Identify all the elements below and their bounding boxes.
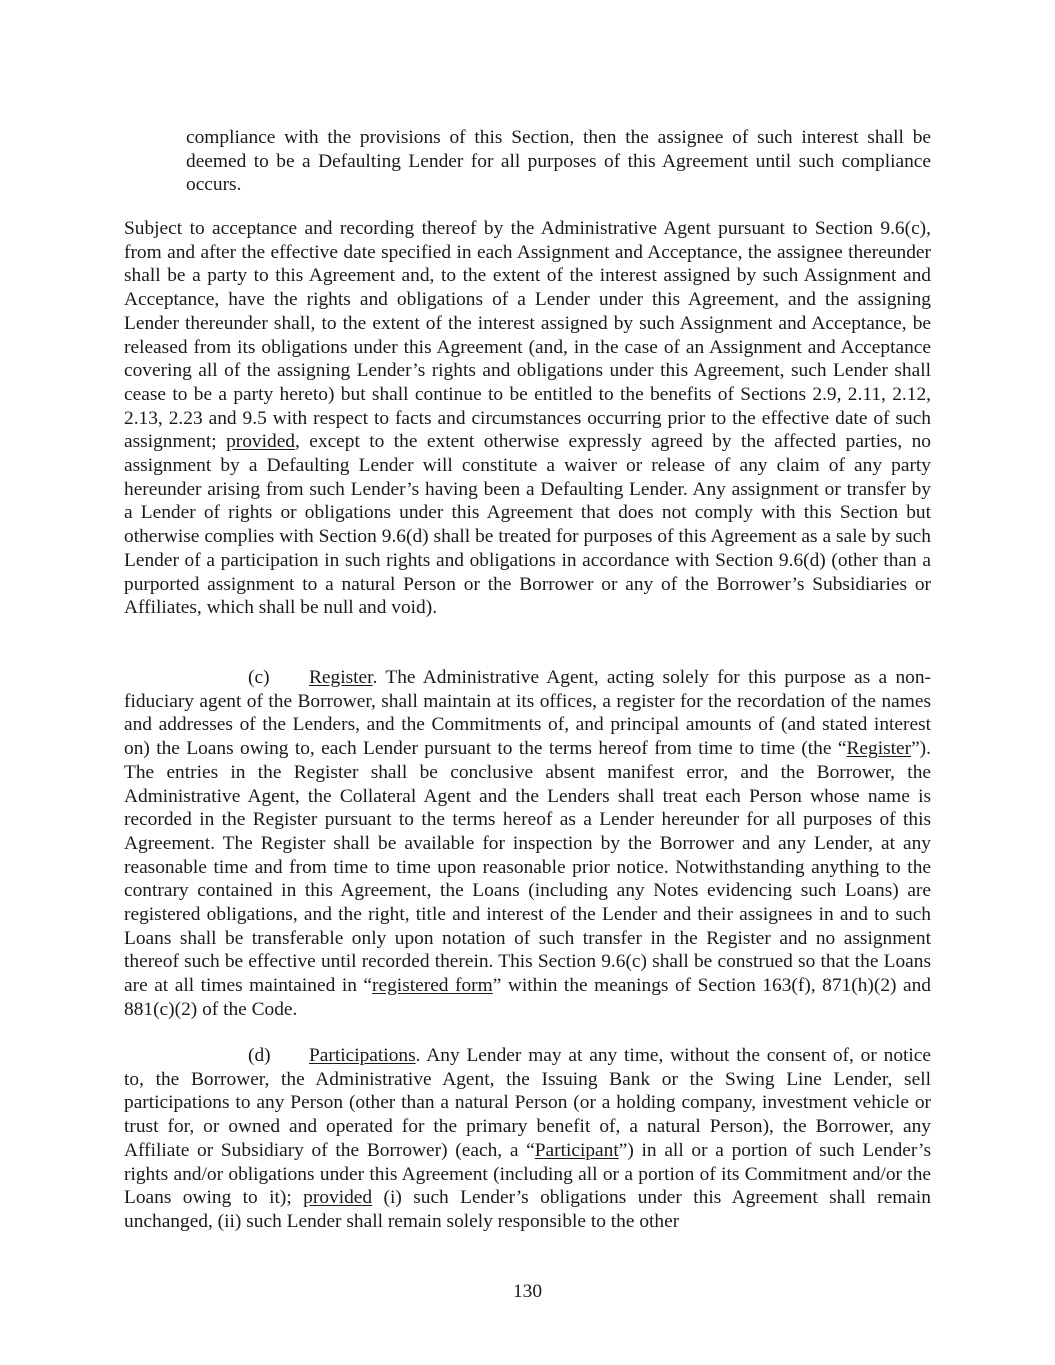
assignment-text-before: Subject to acceptance and recording thereof by the Administrative Agent pursuant to Section 9.6(c), from and after the effective date specified in each Assignment and Acceptance, the assignee thereunder shall be a party to this Agreement and, to the extent of the interest assigned by such Assignment and Acceptance, have the rights and obligations of a Lender under this Agreement, and the assigning Lender thereunder shall, to the extent of the interest assigned by such Assignment and Acceptance, be released from its obligations under this Agreement (and, in the case of an Assignment and Acceptance covering all of the assigning Lender’s rights and obligations under this Agreement, such Lender shall cease to be a party hereto) but shall continue to be entitled to the benefits of Sections 2.9, 2.11, 2.12, 2.13, 2.23 and 9.5 with respect to facts and circumstances occurring prior to the effective date of such assignment; (124, 218, 931, 453)
register-text-2: ”). The entries in the Register shall be conclusive absent manifest error, and the Borrower, the Administrative Agent, the Collateral Agent and the Lenders shall treat each Person whose name is recorded in the Register pursuant to the terms hereof as a Lender hereunder for all purposes of this Agreement. The Register shall be available for inspection by the Borrower and any Lender, at any reasonable time and from time to time upon reasonable prior notice. Notwithstanding anything to the contrary contained in this Agreement, the Loans (including any Notes evidencing such Loans) are registered obligations, and the right, title and interest of the Lender and their assignees in and to such Loans shall be transferable only upon notation of such transfer in the Register and no assignment thereof such be effective until recorded therein. This Section 9.6(c) shall be construed so that the Loans are at all times maintained in “ (124, 738, 931, 997)
continuation-paragraph (186, 126, 931, 197)
register-text-3: ” within the meanings of Section 163(f), 871(h)(2) and 881(c)(2) of the Code. (124, 975, 931, 1020)
page-number: 130 (512, 1281, 543, 1302)
participant-defined-term: Participant (534, 1139, 619, 1161)
section-marker-d: (d) (248, 1045, 271, 1066)
continuation-text: compliance with the provisions of this Section, then the assignee of such interest shall be deemed to be a Defaulting Lender for all purposes of this Agreement until such compliance occurs. (186, 127, 931, 196)
participations-heading: Participations (309, 1045, 416, 1066)
register-text-1: . The Administrative Agent, acting solely for this purpose as a non-fiduciary agent of the Borrower, shall maintain at its offices, a register for the recordation of the names and addresses of the Lenders, and the Commitments of, and principal amounts of (and stated interest on) the Loans owing to, each Lender pursuant to the terms hereof from time to time (the “ (124, 667, 931, 760)
assignment-effect-paragraph (124, 217, 931, 620)
provided-term: provided (226, 431, 295, 453)
section-marker-c: (c) (248, 667, 270, 688)
register-heading: Register (309, 667, 373, 688)
assignment-text-after: , except to the extent otherwise expressly agreed by the affected parties, no assignment by a Defaulting Lender will constitute a waiver or release of any claim of any party hereunder arising from such Lender’s having been a Defaulting Lender. Any assignment or transfer by a Lender of rights or obligations under this Agreement that does not comply with this Section but otherwise complies with Section 9.6(d) shall be treated for purposes of this Agreement as a sale by such Lender of a participation in such rights and obligations in accordance with Section 9.6(d) (other than a purported assignment to a natural Person or the Borrower or any of the Borrower’s Subsidiaries or Affiliates, which shall be null and void). (124, 431, 931, 619)
register-defined-term: Register (846, 738, 912, 760)
registered-form-term: registered form (372, 975, 493, 997)
participations-text-3: (i) such Lender’s obligations under this Agreement shall remain unchanged, (ii) such Lender shall remain solely responsible to the other (124, 1187, 931, 1232)
participations-section (124, 1044, 931, 1234)
register-section (124, 666, 931, 1022)
participations-text-2: ”) in all or a portion of such Lender’s rights and/or obligations under this Agreement (including all or a portion of its Commitment and/or the Loans owing to it); (124, 1139, 931, 1209)
provided-term-d: provided (303, 1187, 373, 1209)
participations-text-1: . Any Lender may at any time, without the consent of, or notice to, the Borrower, the Administrative Agent, the Issuing Bank or the Swing Line Lender, sell participations to any Person (other than a natural Person (or a holding company, investment vehicle or trust for, or owned and operated for the primary benefit of, a natural Person), the Borrower, any Affiliate or Subsidiary of the Borrower) (each, a “ (124, 1045, 931, 1161)
